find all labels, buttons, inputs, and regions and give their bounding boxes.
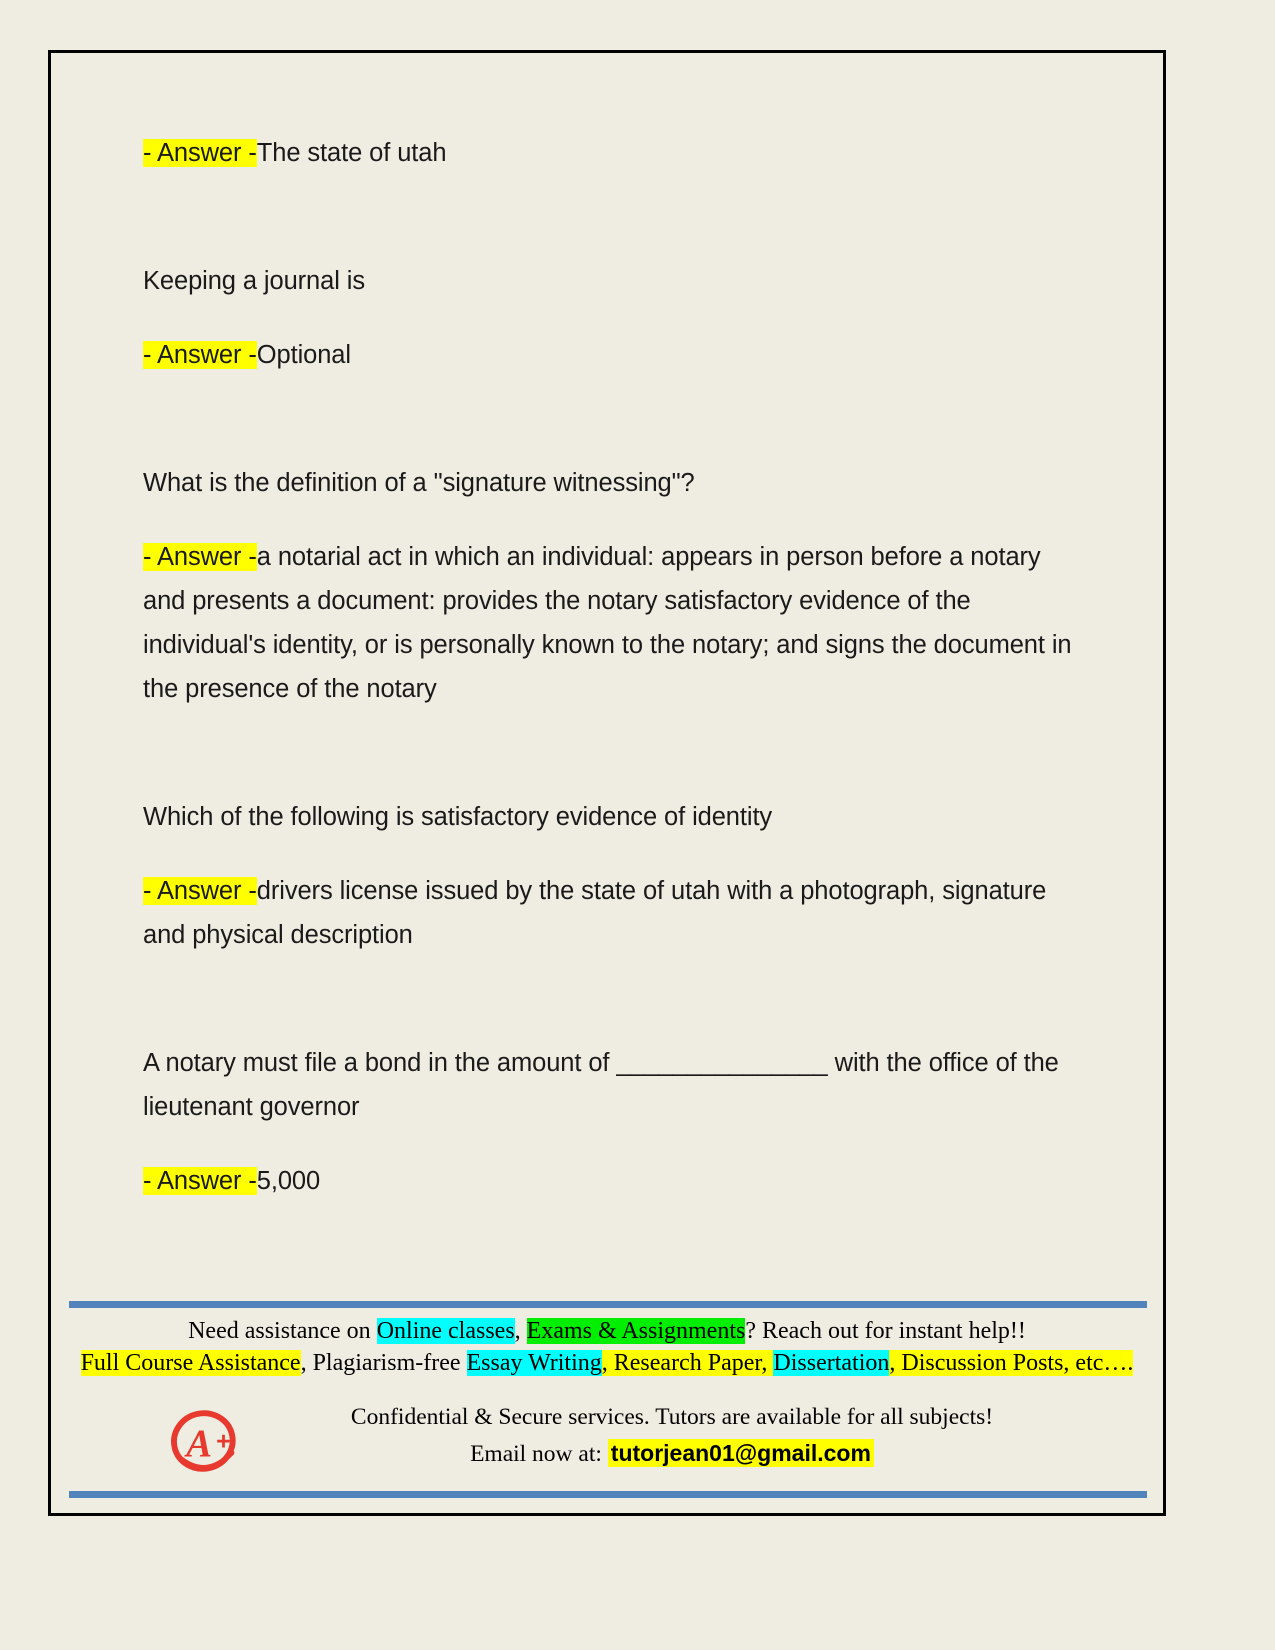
answer-text: The state of utah — [256, 139, 447, 167]
svg-text:+: + — [216, 1427, 231, 1456]
footer — [51, 1301, 1163, 1513]
spacer — [143, 377, 1073, 461]
answer-line — [143, 131, 1073, 175]
a-plus-grade-logo — [163, 1399, 247, 1483]
answer-line — [143, 535, 1073, 711]
qa-block-keeping-a-journal — [143, 259, 1073, 377]
fill-in-blank: _______________ — [616, 1049, 828, 1077]
answer-text: drivers license issued by the state of utah with a photograph, signature and physical description — [143, 877, 1047, 949]
promo-text — [51, 1315, 1163, 1379]
promo-exams-assignments: Exams & Assignments — [526, 1318, 746, 1344]
promo-l2-seg2: , Plagiarism-free — [300, 1350, 467, 1376]
spacer — [143, 303, 1073, 333]
qa-block-satisfactory-evidence — [143, 795, 1073, 957]
answer-tag: - Answer - — [143, 1167, 257, 1195]
answer-text: 5,000 — [256, 1167, 321, 1195]
answer-tag: - Answer - — [143, 877, 257, 905]
promo-online-classes: Online classes — [376, 1318, 515, 1344]
promo-full-course-assistance: Full Course Assistance — [80, 1350, 301, 1376]
spacer — [143, 1129, 1073, 1159]
promo-essay-writing: Essay Writing — [466, 1350, 602, 1376]
promo-dissertation: Dissertation — [773, 1350, 890, 1376]
spacer — [143, 839, 1073, 869]
question-line — [143, 1041, 1073, 1129]
answer-tag: - Answer - — [143, 139, 257, 167]
promo-line-1 — [51, 1315, 1163, 1347]
promo-l1-seg5: ? Reach out for instant help!! — [745, 1318, 1026, 1344]
qa-block-signature-witnessing — [143, 461, 1073, 711]
footer-bottom-area — [51, 1395, 1163, 1491]
question-part-2: with the office of the lieutenant governor — [143, 1049, 1059, 1121]
answer-text: a notarial act in which an individual: appears in person before a notary and presents a document: provides the notary satisfactory evidence of the individual's identity, or is personally known to the notary; and signs the document in the presence of the notary — [143, 543, 1072, 703]
promo-l1-seg3: , — [514, 1318, 527, 1344]
footer-divider-bottom — [69, 1491, 1147, 1498]
promo-discussion-posts: , Discussion Posts, etc…. — [889, 1350, 1134, 1376]
spacer — [143, 505, 1073, 535]
qa-block-notary-bond — [143, 1041, 1073, 1203]
email-line — [241, 1435, 1103, 1472]
email-address[interactable]: tutorjean01@gmail.com — [608, 1439, 874, 1467]
email-label: Email now at: — [470, 1441, 602, 1467]
qa-block-answer-state-of-utah — [143, 131, 1073, 175]
promo-l1-seg1: Need assistance on — [188, 1318, 377, 1344]
answer-line — [143, 869, 1073, 957]
document-page — [48, 50, 1166, 1516]
question-line: Keeping a journal is — [143, 267, 365, 295]
svg-text:A: A — [186, 1423, 213, 1466]
question-line: Which of the following is satisfactory evidence of identity — [143, 803, 773, 831]
question-part-1: A notary must file a bond in the amount of — [143, 1049, 617, 1077]
footer-contact-text — [241, 1399, 1103, 1472]
spacer — [143, 711, 1073, 795]
promo-research-paper: , Research Paper, — [601, 1350, 774, 1376]
answer-text: Optional — [256, 341, 351, 369]
document-body — [143, 131, 1073, 1203]
footer-divider-top — [69, 1301, 1147, 1308]
answer-tag: - Answer - — [143, 543, 257, 571]
answer-tag: - Answer - — [143, 341, 257, 369]
spacer — [143, 175, 1073, 259]
answer-line — [143, 333, 1073, 377]
question-line: What is the definition of a "signature witnessing"? — [143, 469, 695, 497]
promo-line-2 — [51, 1347, 1163, 1379]
spacer — [143, 957, 1073, 1041]
answer-line — [143, 1159, 1073, 1203]
confidential-line: Confidential & Secure services. Tutors are available for all subjects! — [350, 1404, 994, 1430]
